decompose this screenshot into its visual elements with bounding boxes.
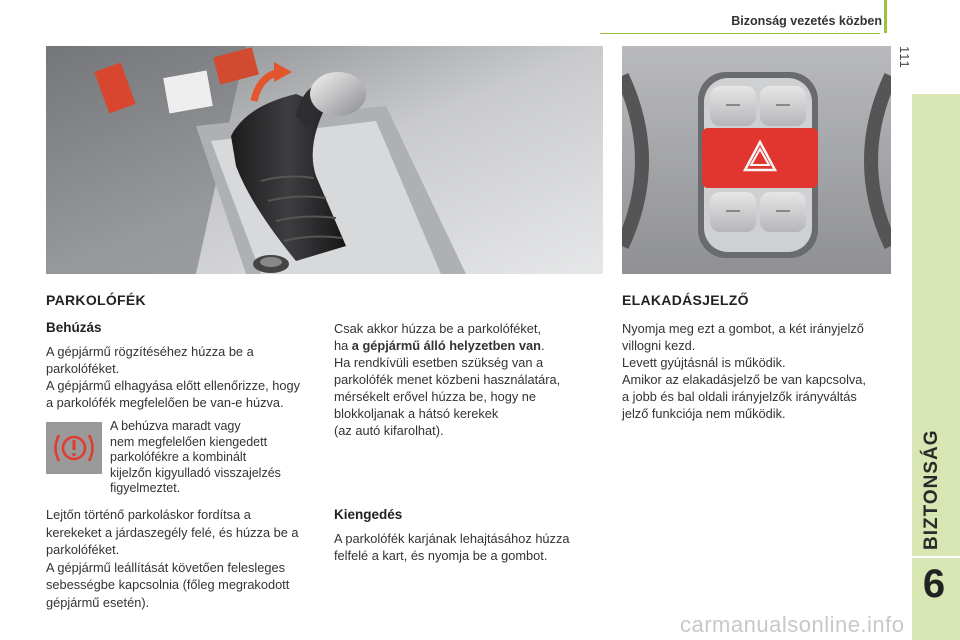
warning-note	[110, 419, 281, 497]
text-line: blokkoljanak a hátsó kerekek	[334, 406, 499, 421]
text-line: villogni kezd.	[622, 338, 696, 353]
hazard-paragraph	[622, 320, 866, 422]
text-line: Nyomja meg ezt a gombot, a két irányjelző	[622, 321, 864, 336]
text-line: figyelmeztet.	[110, 481, 181, 495]
text-line: gépjármű esetén).	[46, 594, 150, 610]
brake-warning-icon	[46, 422, 102, 474]
text-line: (az autó kifarolhat).	[334, 423, 444, 438]
text-fragment: .	[540, 338, 545, 353]
text-line: Levett gyújtásnál is működik.	[622, 355, 786, 370]
text-line: a parkolófék megfelelően be van-e húzva.	[46, 395, 284, 410]
text-line: Lejtőn történő parkoláskor fordítsa a	[46, 507, 251, 522]
header-rule	[600, 33, 880, 34]
text-line: parkolófék menet közbeni használatára,	[334, 372, 561, 387]
text-line: sebességbe kapcsolnia (főleg megrakodott	[46, 577, 290, 592]
apply-paragraph	[46, 343, 300, 411]
text-line: A gépjármű leállítását követően felesleges	[46, 559, 286, 575]
text-line: A parkolófék karjának lehajtásához húzza	[334, 531, 570, 546]
apply-subtitle: Behúzás	[46, 320, 102, 335]
chapter-tab-separator	[912, 556, 960, 558]
text-line: mérsékelt erővel húzza be, hogy ne	[334, 389, 537, 404]
text-line: parkolóféket.	[46, 361, 120, 376]
chapter-tab	[912, 94, 960, 640]
text-line: a jobb és bal oldali irányjelzők irányváltás	[622, 389, 857, 404]
text-line: felfelé a kart, és nyomja be a gombot.	[334, 548, 548, 563]
text-line: A gépjármű elhagyása előtt ellenőrizze, hogy	[46, 378, 300, 393]
chapter-number: 6	[922, 562, 946, 606]
chapter-label: BIZTONSÁG	[921, 429, 942, 550]
text-line	[334, 337, 560, 354]
running-header: Bizonság vezetés közben	[731, 14, 882, 28]
text-line: Amikor az elakadásjelző be van kapcsolva,	[622, 372, 866, 387]
text-line: kerekeket a járdaszegély felé, és húzza be a	[46, 524, 299, 540]
release-paragraph	[334, 530, 569, 564]
text-line: kijelzőn kigyulladó visszajelzés	[110, 465, 281, 480]
usage-paragraph	[334, 320, 560, 439]
page-number: 111	[897, 46, 912, 69]
text-fragment: ha	[334, 338, 352, 353]
watermark: carmanualsonline.info	[680, 612, 905, 637]
header-tick	[884, 0, 887, 33]
text-line: parkolóféket.	[46, 542, 120, 557]
parking-brake-title: PARKOLÓFÉK	[46, 292, 146, 308]
text-line: parkolófékre a kombinált	[110, 450, 247, 464]
text-line: Csak akkor húzza be a parkolóféket,	[334, 321, 541, 336]
text-line: Ha rendkívüli esetben szükség van a	[334, 355, 544, 370]
text-line: jelző funkciója nem működik.	[622, 406, 786, 421]
slope-paragraph	[46, 506, 299, 611]
parking-brake-lever-photo	[46, 46, 603, 274]
release-subtitle: Kiengedés	[334, 507, 403, 522]
text-line: nem megfelelően kiengedett	[110, 434, 268, 449]
emphasis-text: a gépjármű álló helyzetben van	[351, 338, 541, 353]
text-line: A gépjármű rögzítéséhez húzza be a	[46, 344, 254, 359]
text-line: A behúzva maradt vagy	[110, 419, 241, 433]
hazard-switch-photo	[622, 46, 891, 274]
hazard-title: ELAKADÁSJELZŐ	[622, 292, 749, 308]
